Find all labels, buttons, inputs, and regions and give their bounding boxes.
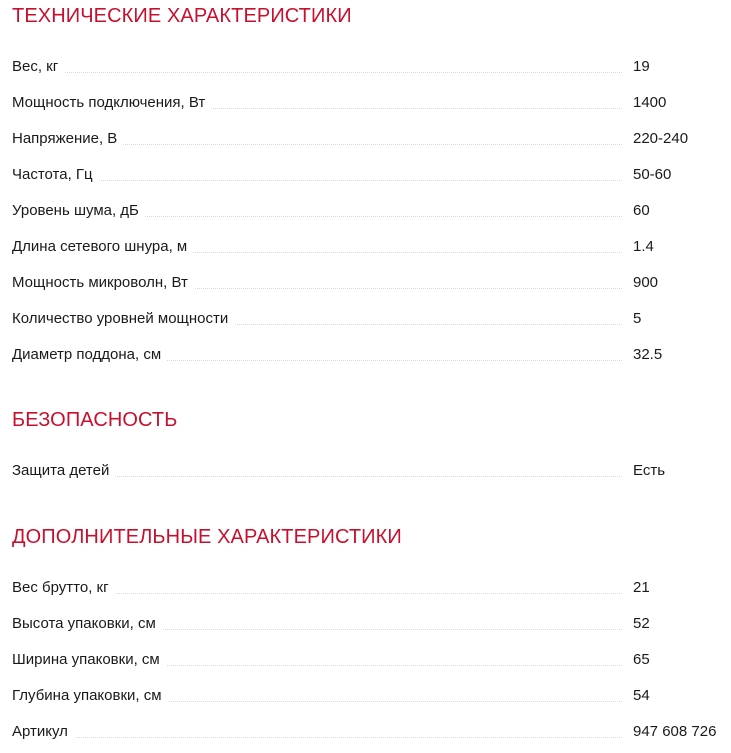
dotted-leader <box>12 737 622 738</box>
section-title: БЕЗОПАСНОСТЬ <box>12 409 178 431</box>
spec-value: 54 <box>633 686 650 704</box>
spec-label: Глубина упаковки, см <box>12 687 168 704</box>
spec-label: Количество уровней мощности <box>12 310 234 327</box>
spec-label: Напряжение, В <box>12 130 123 147</box>
spec-list <box>12 452 666 488</box>
section-additional-specs <box>12 522 717 749</box>
spec-label: Ширина упаковки, см <box>12 651 166 668</box>
spec-value: 900 <box>633 273 659 291</box>
spec-label: Уровень шума, дБ <box>12 202 145 219</box>
section-technical-specs <box>12 1 689 372</box>
spec-label: Мощность микроволн, Вт <box>12 274 194 291</box>
spec-row-child-lock <box>12 452 666 488</box>
spec-row-power <box>12 84 667 120</box>
spec-value: 1.4 <box>633 237 654 255</box>
spec-label: Вес, кг <box>12 58 64 75</box>
spec-row-noise <box>12 192 650 228</box>
spec-value: 52 <box>633 614 650 632</box>
spec-label: Мощность подключения, Вт <box>12 94 211 111</box>
spec-label: Вес брутто, кг <box>12 579 115 596</box>
spec-label: Диаметр поддона, см <box>12 346 167 363</box>
spec-value: 60 <box>633 201 650 219</box>
spec-row-power-levels <box>12 300 642 336</box>
spec-value: 947 608 726 <box>633 722 717 740</box>
spec-row-microwave-power <box>12 264 659 300</box>
spec-list <box>12 569 717 749</box>
section-title: ДОПОЛНИТЕЛЬНЫЕ ХАРАКТЕРИСТИКИ <box>12 526 402 548</box>
spec-value: 5 <box>633 309 642 327</box>
spec-value: 21 <box>633 578 650 596</box>
spec-row-tray-diameter <box>12 336 663 372</box>
spec-value: 1400 <box>633 93 667 111</box>
spec-row-package-depth <box>12 677 650 713</box>
dotted-leader <box>12 180 622 181</box>
spec-label: Высота упаковки, см <box>12 615 162 632</box>
spec-row-weight <box>12 48 650 84</box>
spec-label: Длина сетевого шнура, м <box>12 238 193 255</box>
section-title: ТЕХНИЧЕСКИЕ ХАРАКТЕРИСТИКИ <box>12 5 352 27</box>
spec-value: 50-60 <box>633 165 672 183</box>
spec-row-voltage <box>12 120 689 156</box>
spec-row-package-height <box>12 605 650 641</box>
spec-value: 32.5 <box>633 345 663 363</box>
spec-value: 65 <box>633 650 650 668</box>
spec-row-article-number <box>12 713 717 749</box>
spec-row-gross-weight <box>12 569 650 605</box>
section-safety <box>12 405 666 488</box>
spec-value: 220-240 <box>633 129 689 147</box>
spec-label: Частота, Гц <box>12 166 99 183</box>
spec-row-package-width <box>12 641 650 677</box>
spec-label: Артикул <box>12 723 74 740</box>
spec-value: Есть <box>633 461 666 479</box>
spec-value: 19 <box>633 57 650 75</box>
spec-label: Защита детей <box>12 462 115 479</box>
spec-row-frequency <box>12 156 672 192</box>
spec-list <box>12 48 689 372</box>
spec-row-cord-length <box>12 228 654 264</box>
dotted-leader <box>12 72 622 73</box>
